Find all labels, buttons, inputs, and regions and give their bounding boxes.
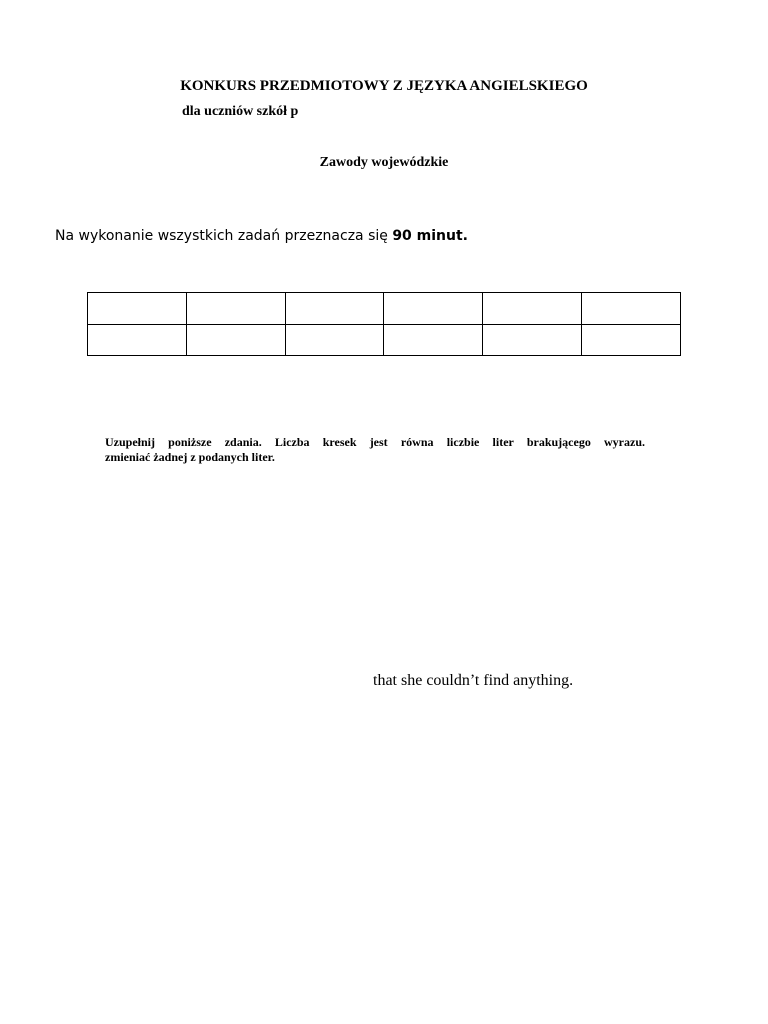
competition-stage: Zawody wojewódzkie bbox=[319, 155, 449, 170]
time-note-text: Na wykonanie wszystkich zadań przeznacza się bbox=[55, 228, 393, 244]
score-cell bbox=[483, 324, 582, 356]
score-cell bbox=[285, 293, 384, 325]
score-cell bbox=[186, 324, 285, 356]
score-table-row bbox=[88, 293, 681, 325]
score-cell bbox=[285, 324, 384, 356]
score-table-row bbox=[88, 324, 681, 356]
sentence-fragment: that she couldn’t find anything. bbox=[373, 672, 574, 689]
score-cell bbox=[582, 324, 681, 356]
score-cell bbox=[88, 293, 187, 325]
score-cell bbox=[384, 293, 483, 325]
task-instruction-line-2: zmieniać żadnej z podanych liter. bbox=[105, 450, 275, 464]
task-instruction bbox=[105, 435, 645, 465]
page-title: KONKURS PRZEDMIOTOWY Z JĘZYKA ANGIELSKIEGO bbox=[180, 78, 588, 94]
score-cell bbox=[384, 324, 483, 356]
time-note bbox=[55, 228, 468, 244]
score-table bbox=[87, 292, 681, 356]
score-cell bbox=[186, 293, 285, 325]
time-note-duration: 90 minut. bbox=[392, 228, 468, 244]
score-cell bbox=[582, 293, 681, 325]
score-cell bbox=[483, 293, 582, 325]
page-subtitle: dla uczniów szkół p bbox=[182, 104, 299, 119]
task-instruction-line-1: Uzupełnij poniższe zdania. Liczba kresek jest równa liczbie liter brakującego wyrazu. bbox=[105, 435, 645, 449]
score-cell bbox=[88, 324, 187, 356]
